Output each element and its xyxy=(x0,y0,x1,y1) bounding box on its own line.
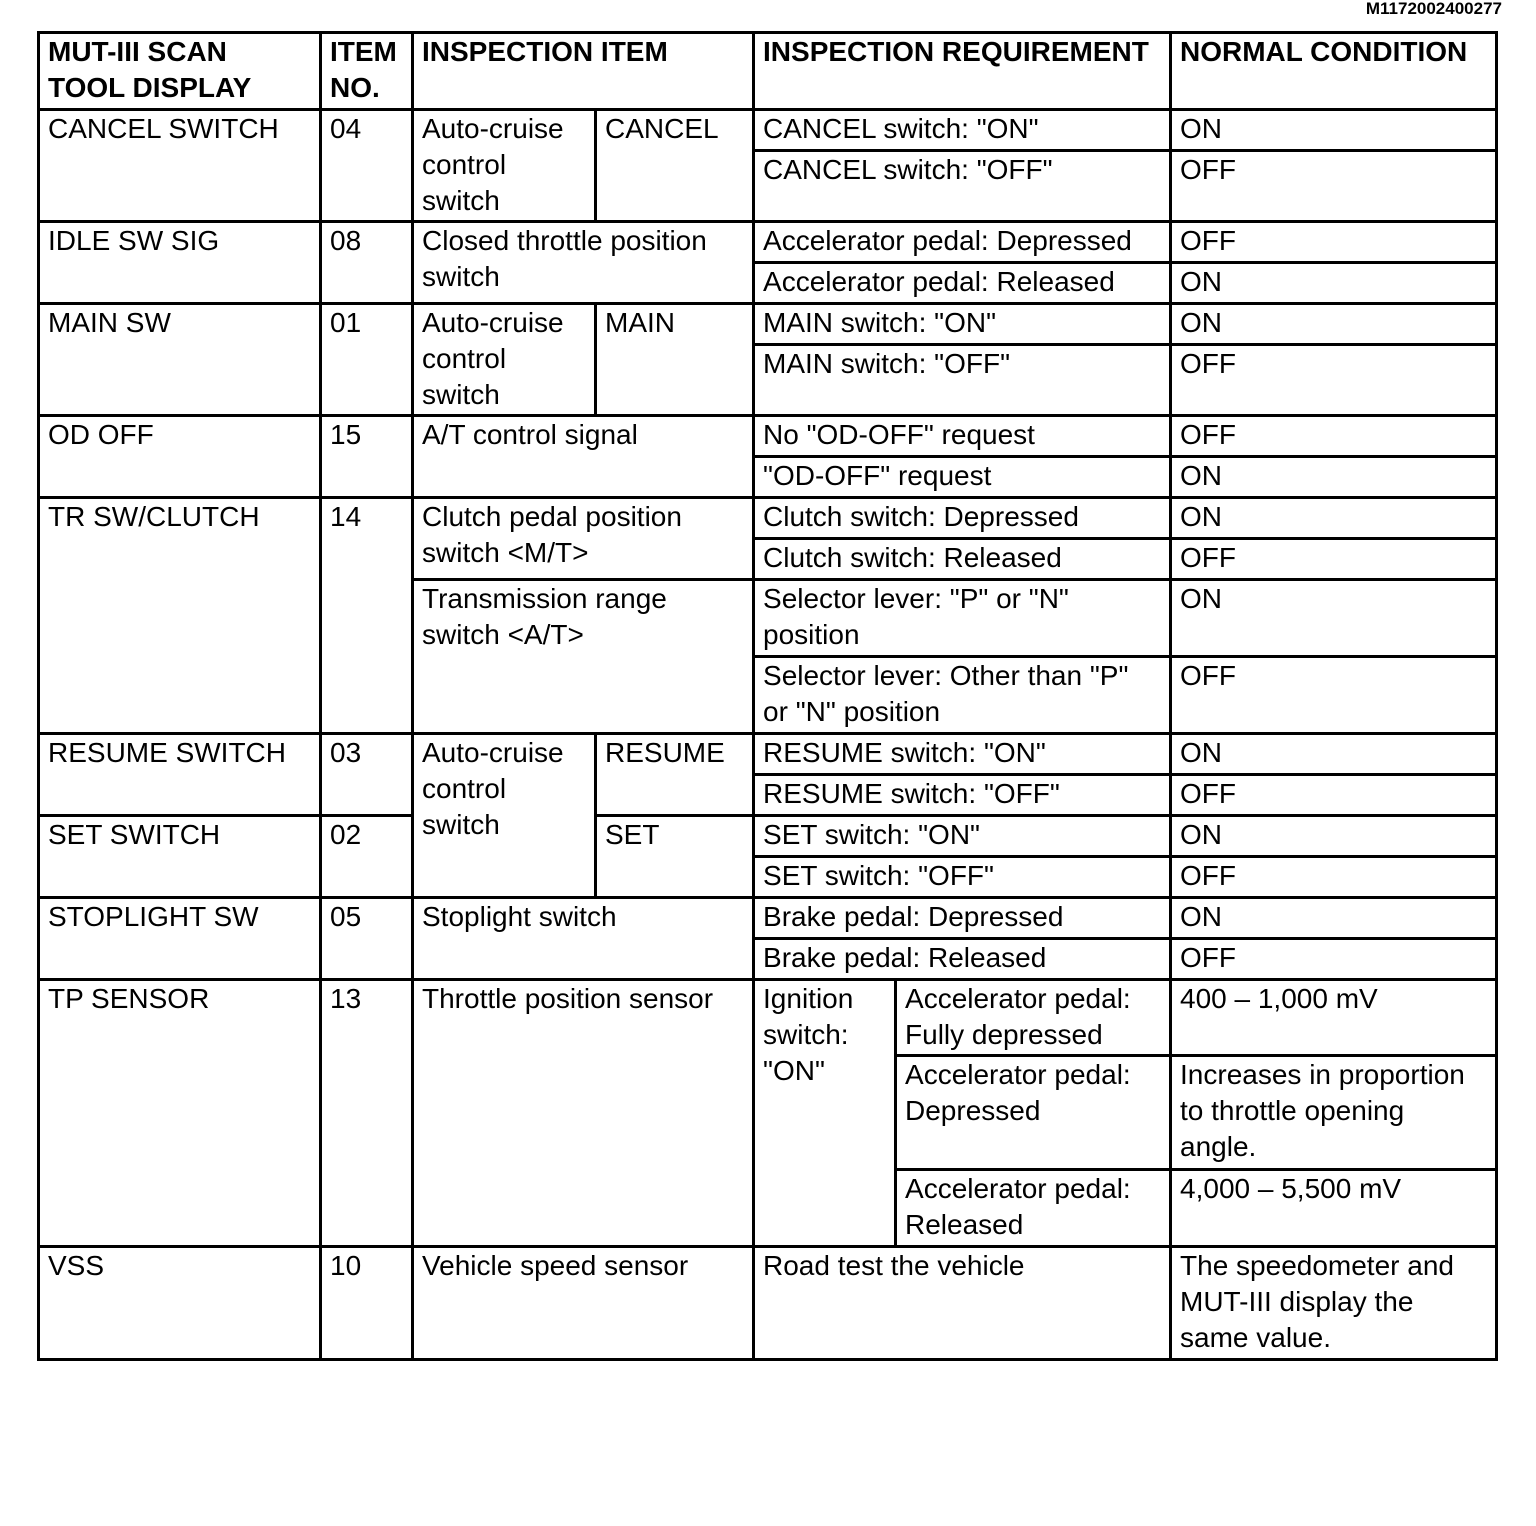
normal-cell: ON xyxy=(1171,734,1497,775)
requirement-cell: Accelerator pedal: Fully depressed xyxy=(896,980,1171,1056)
requirement-cell: RESUME switch: "OFF" xyxy=(754,775,1171,816)
normal-cell: ON xyxy=(1171,457,1497,498)
header-row xyxy=(39,33,1497,110)
table-row xyxy=(39,734,1497,775)
header-normal-condition: NORMAL CONDITION xyxy=(1171,33,1497,110)
inspection-item-cell: Throttle position sensor xyxy=(413,980,754,1247)
display-cell: TR SW/CLUTCH xyxy=(39,498,321,734)
normal-cell: OFF xyxy=(1171,151,1497,222)
requirement-cell: No "OD-OFF" request xyxy=(754,416,1171,457)
inspection-item-cell: Vehicle speed sensor xyxy=(413,1247,754,1360)
table-row xyxy=(39,416,1497,457)
header-requirement: INSPECTION REQUIREMENT xyxy=(754,33,1171,110)
inspection-item-cell: Closed throttle position switch xyxy=(413,222,754,304)
item-no-cell: 03 xyxy=(321,734,413,816)
normal-cell: ON xyxy=(1171,816,1497,857)
inspection-subitem-cell: SET xyxy=(596,816,754,898)
item-no-cell: 02 xyxy=(321,816,413,898)
requirement-cell: CANCEL switch: "OFF" xyxy=(754,151,1171,222)
display-cell: RESUME SWITCH xyxy=(39,734,321,816)
inspection-subitem-cell: MAIN xyxy=(596,304,754,416)
item-no-cell: 15 xyxy=(321,416,413,498)
normal-cell: OFF xyxy=(1171,222,1497,263)
normal-cell: OFF xyxy=(1171,775,1497,816)
display-cell: IDLE SW SIG xyxy=(39,222,321,304)
normal-cell: OFF xyxy=(1171,939,1497,980)
item-no-cell: 08 xyxy=(321,222,413,304)
normal-cell: OFF xyxy=(1171,657,1497,734)
requirement-cell: Accelerator pedal: Depressed xyxy=(754,222,1171,263)
normal-cell: 400 – 1,000 mV xyxy=(1171,980,1497,1056)
item-no-cell: 01 xyxy=(321,304,413,416)
requirement-cell: Selector lever: Other than "P" or "N" position xyxy=(754,657,1171,734)
display-cell: VSS xyxy=(39,1247,321,1360)
inspection-item-cell: Auto-cruise control switch xyxy=(413,110,596,222)
figure-id: M1172002400277 xyxy=(1365,0,1502,18)
requirement-cell: SET switch: "ON" xyxy=(754,816,1171,857)
inspection-table xyxy=(37,31,1498,1361)
normal-cell: ON xyxy=(1171,263,1497,304)
requirement-cell: Accelerator pedal: Released xyxy=(896,1170,1171,1247)
header-display: MUT-III SCAN TOOL DISPLAY xyxy=(39,33,321,110)
item-no-cell: 04 xyxy=(321,110,413,222)
normal-cell: Increases in proportion to throttle opening angle. xyxy=(1171,1056,1497,1170)
item-no-cell: 05 xyxy=(321,898,413,980)
table-row xyxy=(39,898,1497,939)
normal-cell: OFF xyxy=(1171,857,1497,898)
requirement-cell: Road test the vehicle xyxy=(754,1247,1171,1360)
requirement-cell: Brake pedal: Released xyxy=(754,939,1171,980)
table-row xyxy=(39,222,1497,263)
display-cell: OD OFF xyxy=(39,416,321,498)
inspection-item-cell: Clutch pedal position switch <M/T> xyxy=(413,498,754,580)
inspection-item-cell: Stoplight switch xyxy=(413,898,754,980)
requirement-cell: RESUME switch: "ON" xyxy=(754,734,1171,775)
requirement-cell: Accelerator pedal: Depressed xyxy=(896,1056,1171,1170)
inspection-item-cell: Auto-cruise control switch xyxy=(413,734,596,898)
normal-cell: ON xyxy=(1171,898,1497,939)
item-no-cell: 14 xyxy=(321,498,413,734)
header-item-no: ITEM NO. xyxy=(321,33,413,110)
item-no-cell: 10 xyxy=(321,1247,413,1360)
display-cell: CANCEL SWITCH xyxy=(39,110,321,222)
requirement-cell: Clutch switch: Released xyxy=(754,539,1171,580)
display-cell: STOPLIGHT SW xyxy=(39,898,321,980)
inspection-subitem-cell: CANCEL xyxy=(596,110,754,222)
normal-cell: ON xyxy=(1171,304,1497,345)
inspection-subitem-cell: RESUME xyxy=(596,734,754,816)
display-cell: TP SENSOR xyxy=(39,980,321,1247)
table-row xyxy=(39,304,1497,345)
requirement-cell: Accelerator pedal: Released xyxy=(754,263,1171,304)
normal-cell: OFF xyxy=(1171,345,1497,416)
normal-cell: ON xyxy=(1171,580,1497,657)
table-row xyxy=(39,816,1497,857)
item-no-cell: 13 xyxy=(321,980,413,1247)
normal-cell: The speedometer and MUT-III display the same value. xyxy=(1171,1247,1497,1360)
requirement-cell: CANCEL switch: "ON" xyxy=(754,110,1171,151)
requirement-cell: Clutch switch: Depressed xyxy=(754,498,1171,539)
display-cell: SET SWITCH xyxy=(39,816,321,898)
inspection-item-cell: A/T control signal xyxy=(413,416,754,498)
table-row xyxy=(39,110,1497,151)
header-inspection-item: INSPECTION ITEM xyxy=(413,33,754,110)
table-row xyxy=(39,1247,1497,1360)
normal-cell: 4,000 – 5,500 mV xyxy=(1171,1170,1497,1247)
table-row xyxy=(39,980,1497,1056)
table-row xyxy=(39,498,1497,539)
normal-cell: OFF xyxy=(1171,539,1497,580)
inspection-item-cell: Auto-cruise control switch xyxy=(413,304,596,416)
requirement-cell: Selector lever: "P" or "N" position xyxy=(754,580,1171,657)
requirement-cell: MAIN switch: "OFF" xyxy=(754,345,1171,416)
normal-cell: ON xyxy=(1171,498,1497,539)
normal-cell: ON xyxy=(1171,110,1497,151)
condition-cell: Ignition switch: "ON" xyxy=(754,980,896,1247)
requirement-cell: MAIN switch: "ON" xyxy=(754,304,1171,345)
normal-cell: OFF xyxy=(1171,416,1497,457)
display-cell: MAIN SW xyxy=(39,304,321,416)
requirement-cell: "OD-OFF" request xyxy=(754,457,1171,498)
inspection-item-cell: Transmission range switch <A/T> xyxy=(413,580,754,734)
requirement-cell: Brake pedal: Depressed xyxy=(754,898,1171,939)
requirement-cell: SET switch: "OFF" xyxy=(754,857,1171,898)
